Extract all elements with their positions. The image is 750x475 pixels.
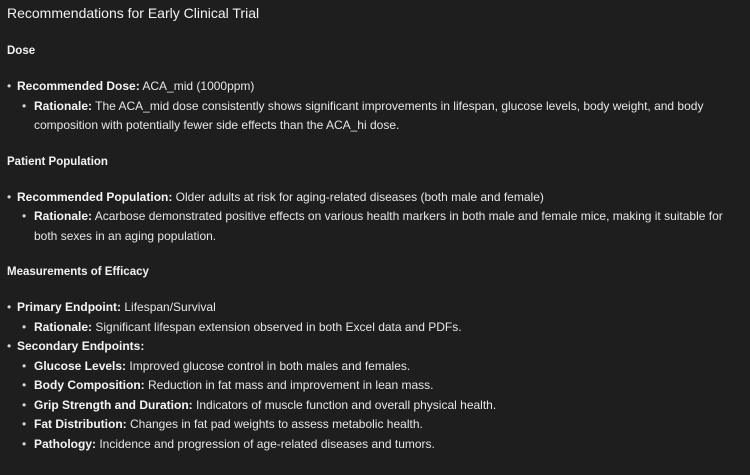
list-item <box>7 77 744 136</box>
body-composition-label: Body Composition: <box>34 378 145 392</box>
primary-endpoint-value: Lifespan/Survival <box>121 300 216 314</box>
fat-distribution-label: Fat Distribution: <box>34 417 127 431</box>
population-list <box>7 188 744 247</box>
list-item <box>17 207 744 246</box>
list-item <box>17 435 744 455</box>
population-rationale-value: Acarbose demonstrated positive effects on various health markers in both male and female mice, making it suitable for both sexes in an aging population. <box>34 209 723 243</box>
body-composition-value: Reduction in fat mass and improvement in lean mass. <box>144 378 434 392</box>
dose-sublist <box>17 97 744 136</box>
dose-rationale-label: Rationale: <box>34 98 93 113</box>
grip-strength-value: Indicators of muscle function and overall physical health. <box>192 397 497 412</box>
recommended-population-label: Recommended Population: <box>17 189 173 204</box>
pathology-label: Pathology: <box>34 436 96 451</box>
list-item <box>17 376 744 396</box>
efficacy-section <box>7 263 744 454</box>
population-sublist <box>17 207 744 246</box>
list-item <box>17 396 744 416</box>
glucose-levels-value: Improved glucose control in both males and females. <box>126 358 411 373</box>
pathology-value: Incidence and progression of age-related diseases and tumors. <box>96 436 435 451</box>
dose-list <box>7 77 744 136</box>
list-item <box>7 188 744 247</box>
fat-distribution-value: Changes in fat pad weights to assess metabolic health. <box>126 417 423 431</box>
list-item <box>7 298 744 337</box>
glucose-levels-label: Glucose Levels: <box>34 358 127 373</box>
population-heading: Patient Population <box>7 155 108 168</box>
dose-rationale-value: The ACA_mid dose consistently shows significant improvements in lifespan, glucose levels, body weight, and body composition with potentially fewer side effects than the ACA_hi dose. <box>34 98 704 132</box>
efficacy-heading: Measurements of Efficacy <box>7 266 149 278</box>
recommended-population-value: Older adults at risk for aging-related diseases (both male and female) <box>172 189 544 204</box>
dose-heading: Dose <box>7 45 36 57</box>
primary-rationale-value: Significant lifespan extension observed in both Excel data and PDFs. <box>92 319 462 334</box>
population-rationale-label: Rationale: <box>34 209 93 223</box>
response-content <box>7 3 744 454</box>
recommended-dose-value: ACA_mid (1000ppm) <box>139 79 255 93</box>
list-item <box>17 415 744 435</box>
list-item <box>17 97 744 136</box>
primary-endpoint-label: Primary Endpoint: <box>17 300 122 314</box>
list-item <box>7 337 744 454</box>
list-item <box>17 357 744 377</box>
page-title: Recommendations for Early Clinical Trial <box>7 5 260 21</box>
efficacy-list <box>7 298 744 454</box>
population-section <box>7 153 744 247</box>
dose-section <box>7 42 744 136</box>
grip-strength-label: Grip Strength and Duration: <box>34 397 193 412</box>
list-item <box>17 318 744 338</box>
primary-rationale-label: Rationale: <box>34 319 93 334</box>
secondary-endpoints-label: Secondary Endpoints: <box>17 339 145 353</box>
secondary-sublist <box>17 357 744 455</box>
recommended-dose-label: Recommended Dose: <box>17 79 140 93</box>
primary-sublist <box>17 318 744 338</box>
